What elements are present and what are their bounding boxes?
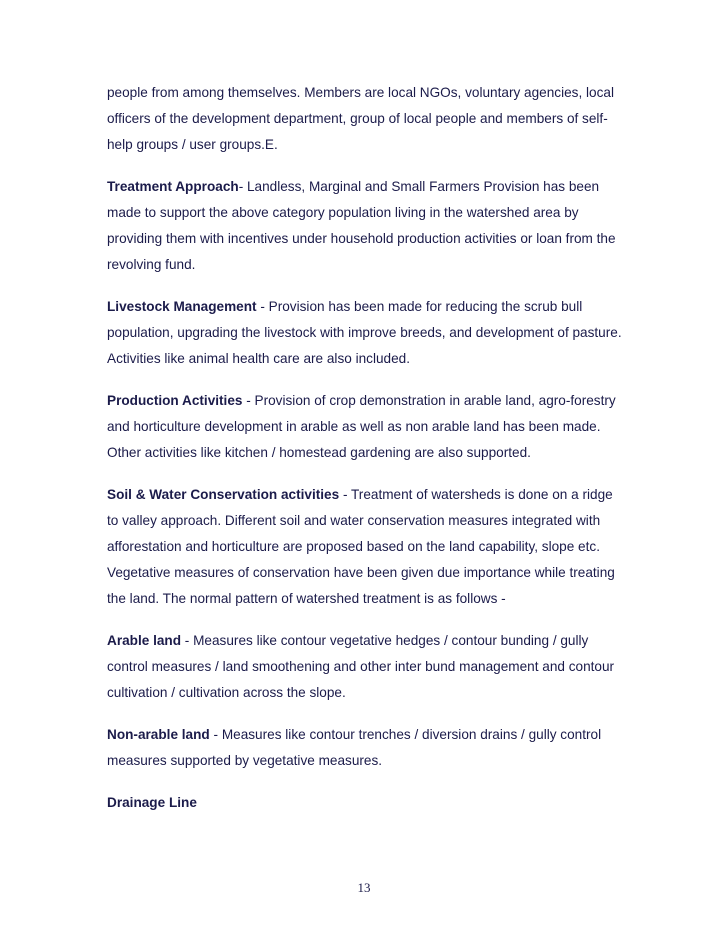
- paragraph-intro: [107, 80, 627, 158]
- paragraph-text: - Landless, Marginal and Small Farmers Provision has been made to support the above category population living in the watershed area by providing them with incentives under household production activities or loan from the revolving fund.: [107, 179, 616, 272]
- page-number: 13: [357, 880, 371, 895]
- paragraph-text: people from among themselves. Members are local NGOs, voluntary agencies, local officers of the development department, group of local people and members of self-help groups / user groups.E.: [107, 85, 614, 152]
- paragraph-text: - Treatment of watersheds is done on a ridge to valley approach. Different soil and water conservation measures integrated with afforestation and horticulture are proposed based on the land capability, slope etc. Vegetative measures of conservation have been given due importance while treating the land. The normal pattern of watershed treatment is as follows -: [107, 487, 615, 606]
- paragraph-text: - Measures like contour trenches / diversion drains / gully control measures supported by vegetative measures.: [107, 727, 602, 768]
- paragraph-production-activities: [107, 388, 627, 466]
- paragraph-treatment-approach: [107, 174, 627, 278]
- paragraph-non-arable-land: [107, 722, 627, 774]
- document-body: [107, 80, 627, 832]
- paragraph-text: - Measures like contour vegetative hedges / contour bunding / gully control measures / land smoothening and other inter bund management and contour cultivation / cultivation across the slope.: [107, 633, 615, 700]
- paragraph-lead: Production Activities: [107, 393, 243, 408]
- paragraph-soil-water-conservation: [107, 482, 627, 612]
- section-heading-drainage-line: Drainage Line: [107, 795, 197, 810]
- paragraph-lead: Livestock Management: [107, 299, 257, 314]
- paragraph-text: - Provision has been made for reducing the scrub bull population, upgrading the livestock with improve breeds, and development of pasture. Activities like animal health care are also included.: [107, 299, 622, 366]
- paragraph-arable-land: [107, 628, 627, 706]
- paragraph-lead: Arable land: [107, 633, 182, 648]
- paragraph-text: - Provision of crop demonstration in arable land, agro-forestry and horticulture development in arable as well as non arable land has been made. Other activities like kitchen / homestead gardening are also supported.: [107, 393, 616, 460]
- paragraph-lead: Non-arable land: [107, 727, 210, 742]
- paragraph-lead: Treatment Approach: [107, 179, 239, 194]
- paragraph-lead: Soil & Water Conservation activities: [107, 487, 340, 502]
- paragraph-livestock-management: [107, 294, 627, 372]
